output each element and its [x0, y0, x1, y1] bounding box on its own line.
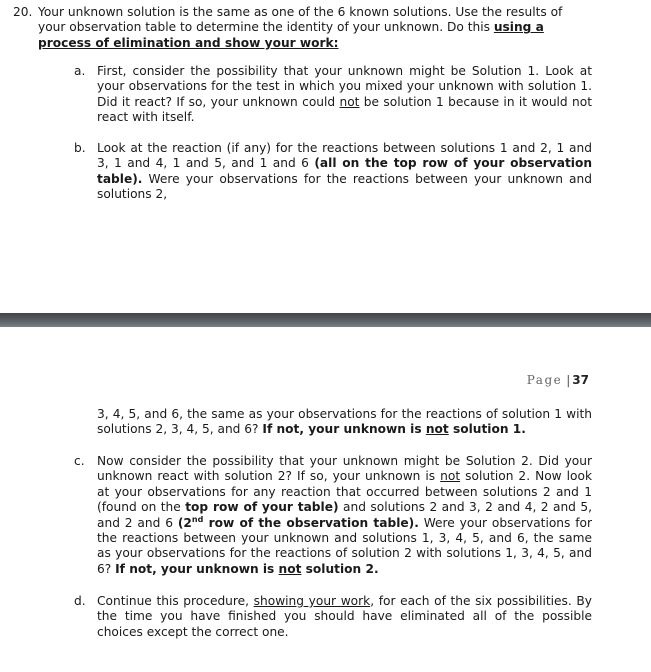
item-b: [74, 141, 592, 203]
item-label: b.: [74, 141, 86, 155]
page-number-footer: Page | 37: [526, 373, 589, 387]
item-text: Now consider the possibility that your unknown might be Solution 2. Did your unknown react with solution 2? If so, your unknown is not solution 2. Now look at your observations for any reaction that occurred between solutions 2 and 1 (found on the top row of your table) and solutions 2 and 3, 2 and 4, 2 and 5, and 2 and 6 (2nd row of the observation table). Were your observations for the reactions between your unknown and solutions 1, 3, 4, 5, and 6, the same as your observations for the reactions of solution 2 with solutions 1, 3, 4, 5, and 6? If not, your unknown is not solution 2.: [97, 454, 593, 576]
question-text: Your unknown solution is the same as one of the 6 known solutions. Use the results of your observation table to determine the identity of your unknown. Do this using a process of elimination and show your work:: [38, 5, 563, 50]
item-a: [74, 64, 592, 126]
item-label: d.: [74, 594, 86, 608]
item-label: a.: [74, 64, 86, 78]
item-d: [74, 594, 592, 640]
item-text: Continue this procedure, showing your work, for each of the six possibilities. By the time you have finished you should have eliminated all of the possible choices except the correct one.: [97, 594, 592, 639]
question-number: 20.: [13, 5, 33, 19]
item-c: [74, 454, 592, 577]
item-text: Look at the reaction (if any) for the reactions between solutions 1 and 2, 1 and 3, 1 and 4, 1 and 5, and 1 and 6 (all on the top row of your observation table). Were your observations for the reactions between your unknown and solutions 2,: [97, 141, 592, 202]
instruction-emphasis: using a process of elimination and show your work:: [38, 20, 544, 50]
item-label: c.: [74, 454, 85, 468]
page-break-divider: [0, 313, 651, 327]
document-page-2: [0, 327, 651, 672]
item-b-continued: 3, 4, 5, and 6, the same as your observations for the reactions of solution 1 with solutions 2, 3, 4, 5, and 6? If not, your unknown is not solution 1.: [97, 407, 592, 437]
document-page-1: [0, 0, 651, 313]
question-20: [13, 5, 593, 51]
item-text: First, consider the possibility that your unknown might be Solution 1. Look at your observations for the test in which you mixed your unknown with solution 1. Did it react? If so, your unknown could not be solution 1 because in it would not react with itself.: [97, 64, 592, 125]
